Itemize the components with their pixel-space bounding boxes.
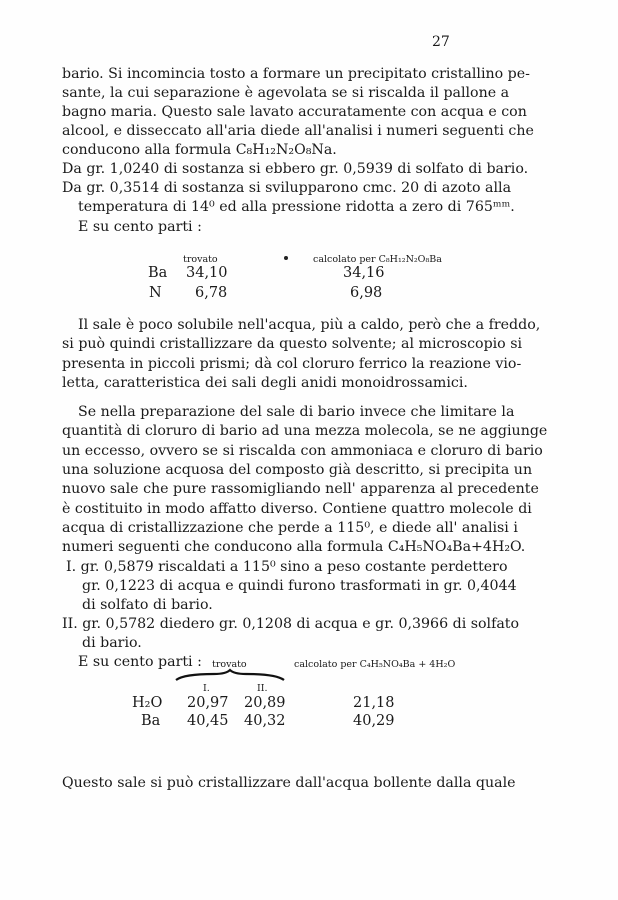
value-calculated: 21,18 xyxy=(353,695,395,711)
text-line: un eccesso, ovvero se si riscalda con ammoniaca e cloruro di bario xyxy=(62,443,543,459)
text-line: di bario. xyxy=(82,635,142,651)
brace-icon xyxy=(174,668,286,682)
text-line: Da gr. 1,0240 di sostanza si ebbero gr. 0,5939 di solfato di bario. xyxy=(62,161,529,177)
value-calculated: 40,29 xyxy=(353,713,395,729)
text-line: bario. Si incomincia tosto a formare un precipitato cristallino pe- xyxy=(62,66,530,82)
header-found: trovato xyxy=(212,659,247,670)
text-line: E su cento parti : xyxy=(78,654,202,670)
text-line: acqua di cristallizzazione che perde a 115⁰, e diede all' analisi i xyxy=(62,520,518,536)
text-line: Se nella preparazione del sale di bario invece che limitare la xyxy=(78,404,515,420)
row-label: Ba xyxy=(148,265,168,281)
text-line: E su cento parti : xyxy=(78,219,202,235)
text-line: quantità di cloruro di bario ad una mezza molecola, se ne aggiunge xyxy=(62,423,548,439)
text-line: I. gr. 0,5879 riscaldati a 115⁰ sino a peso costante perdettero xyxy=(66,559,508,575)
value-found: 6,78 xyxy=(195,285,228,301)
bullet-mark xyxy=(284,256,288,260)
subheader-ii: II. xyxy=(257,683,268,694)
row-label: N xyxy=(149,285,162,301)
text-line: presenta in piccoli prismi; dà col cloruro ferrico la reazione vio- xyxy=(62,356,522,372)
text-line: II. gr. 0,5782 diedero gr. 0,1208 di acqua e gr. 0,3966 di solfato xyxy=(62,616,520,632)
text-line: conducono alla formula C₈H₁₂N₂O₈Na. xyxy=(62,142,337,158)
value-found: 34,10 xyxy=(186,265,228,281)
value-ii: 20,89 xyxy=(244,695,286,711)
row-label: Ba xyxy=(141,713,161,729)
header-found: trovato xyxy=(183,254,218,265)
header-calculated: calcolato per C₄H₅NO₄Ba + 4H₂O xyxy=(294,659,456,670)
text-line: Da gr. 0,3514 di sostanza si svilupparono cmc. 20 di azoto alla xyxy=(62,180,512,196)
text-line: si può quindi cristallizzare da questo solvente; al microscopio si xyxy=(62,336,523,352)
subheader-i: I. xyxy=(203,683,210,694)
text-line: una soluzione acquosa del composto già descritto, si precipita un xyxy=(62,462,533,478)
text-line: di solfato di bario. xyxy=(82,597,213,613)
page-number: 27 xyxy=(432,34,450,50)
text-line: nuovo sale che pure rassomigliando nell' apparenza al precedente xyxy=(62,481,539,497)
value-i: 40,45 xyxy=(187,713,229,729)
value-ii: 40,32 xyxy=(244,713,286,729)
text-line: gr. 0,1223 di acqua e quindi furono trasformati in gr. 0,4044 xyxy=(82,578,517,594)
row-label: H₂O xyxy=(132,695,163,711)
text-line: alcool, e disseccato all'aria diede all'analisi i numeri seguenti che xyxy=(62,123,534,139)
value-calculated: 6,98 xyxy=(350,285,383,301)
value-calculated: 34,16 xyxy=(343,265,385,281)
text-line: Questo sale si può cristallizzare dall'acqua bollente dalla quale xyxy=(62,775,516,791)
text-line: numeri seguenti che conducono alla formula C₄H₅NO₄Ba+4H₂O. xyxy=(62,539,526,555)
text-line: bagno maria. Questo sale lavato accuratamente con acqua e con xyxy=(62,104,527,120)
text-line: temperatura di 14⁰ ed alla pressione ridotta a zero di 765ᵐᵐ. xyxy=(78,199,515,215)
text-line: sante, la cui separazione è agevolata se si riscalda il pallone a xyxy=(62,85,510,101)
text-line: Il sale è poco solubile nell'acqua, più a caldo, però che a freddo, xyxy=(78,317,541,333)
text-line: è costituito in modo affatto diverso. Contiene quattro molecole di xyxy=(62,501,532,517)
header-calculated: calcolato per C₈H₁₂N₂O₈Ba xyxy=(313,254,442,265)
text-line: letta, caratteristica dei sali degli anidi monoidrossamici. xyxy=(62,375,468,391)
value-i: 20,97 xyxy=(187,695,229,711)
